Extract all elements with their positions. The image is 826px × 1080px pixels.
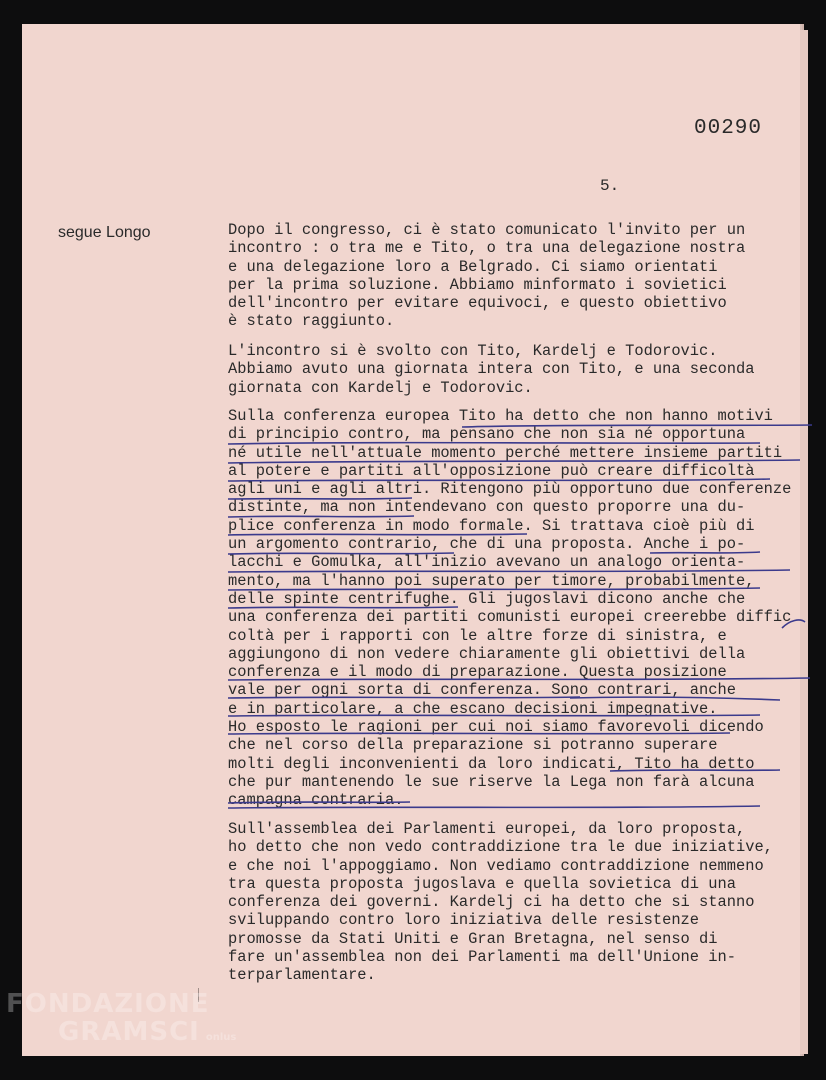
fondazione-gramsci-watermark bbox=[6, 990, 236, 1052]
paragraph-4: Sull'assemblea dei Parlamenti europei, da loro proposta, ho detto che non vedo contraddizione tra le due iniziative, e che noi l'appoggiamo. Non vediamo contraddizione nemmeno tra questa proposta jugoslava e quella sovietica di una conferenza dei governi. Kardelj ci ha detto che si stanno sviluppando contro loro iniziativa delle resistenze promosse da Stati Uniti e Gran Bretagna, nel senso di fare un'assemblea non dei Parlamenti ma dell'Unione in- terparlamentare. bbox=[228, 820, 773, 985]
watermark-line-2: GRAMSCI bbox=[58, 1017, 200, 1047]
page-number: 5. bbox=[600, 177, 620, 195]
paragraph-3: Sulla conferenza europea Tito ha detto che non hanno motivi di principio contro, ma pensano che non sia né opportuna né utile nell'attuale momento perché mettere insieme partiti al potere e partiti all'opposizione può creare difficoltà agli uni e agli altri. Ritengono più opportuno due conferenze distinte, ma non intendevano con questo proporre una du- plice conferenza in modo formale. Si trattava cioè più di un argomento contrario, che di una proposta. Anche i po- lacchi e Gomulka, all'inizio avevano un analogo orienta- mento, ma l'hanno poi superato per timore, probabilmente, delle spinte centrifughe. Gli jugoslavi dicono anche che una conferenza dei partiti comunisti europei creerebbe diffic coltà per i rapporti con le altre forze di sinistra, e aggiungono di non vedere chiaramente gli obiettivi della conferenza e il modo di preparazione. Questa posizione vale per ogni sorta di conferenza. Sono contrari, anche e in particolare, a che escano decisioni impegnative. Ho esposto le ragioni per cui noi siamo favorevoli dicendo che nel corso della preparazione si potranno superare molti degli inconvenienti da loro indicati, Tito ha detto che pur mantenendo le sue riserve la Lega non farà alcuna campagna contraria. bbox=[228, 407, 792, 810]
speaker-label: segue Longo bbox=[58, 224, 151, 241]
document-number: 00290 bbox=[694, 117, 763, 140]
watermark-line-1: FONDAZIONE bbox=[6, 989, 210, 1019]
paragraph-2: L'incontro si è svolto con Tito, Kardelj e Todorovic. Abbiamo avuto una giornata intera con Tito, e una seconda giornata con Kardelj e Todorovic. bbox=[228, 342, 755, 397]
watermark-line-3: onlus bbox=[205, 1032, 237, 1043]
paragraph-1: Dopo il congresso, ci è stato comunicato l'invito per un incontro : o tra me e Tito, o tra una delegazione nostra e una delegazione loro a Belgrado. Ci siamo orientati per la prima soluzione. Abbiamo minformato i sovietici dell'incontro per evitare equivoci, e questo obiettivo è stato raggiunto. bbox=[228, 221, 746, 331]
